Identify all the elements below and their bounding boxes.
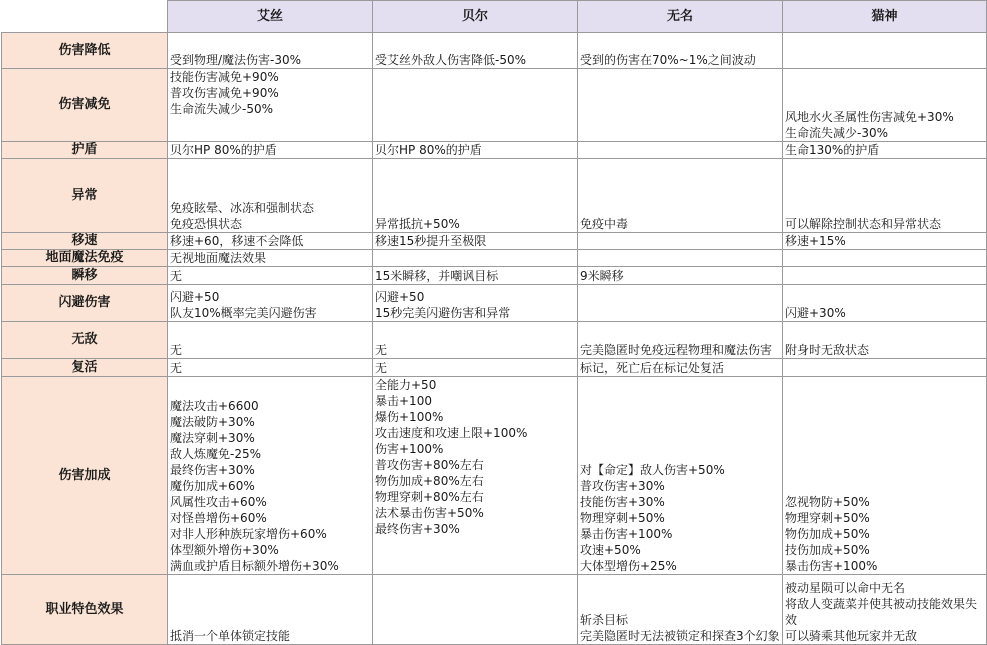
table-cell	[783, 359, 987, 377]
table-cell	[373, 69, 578, 142]
table-row	[2, 33, 987, 69]
table-cell: 完美隐匿时免疫远程物理和魔法伤害	[578, 322, 783, 359]
row-header: 闪避伤害	[2, 285, 168, 322]
table-cell: 受到的伤害在70%~1%之间波动	[578, 33, 783, 69]
table-cell	[578, 250, 783, 267]
table-cell: 无	[373, 322, 578, 359]
table-cell	[578, 233, 783, 250]
row-header: 地面魔法免疫	[2, 250, 168, 267]
table-cell: 免疫中毒	[578, 159, 783, 233]
row-header: 职业特色效果	[2, 575, 168, 645]
table-cell	[578, 69, 783, 142]
table-cell: 闪避+30%	[783, 285, 987, 322]
table-cell: 无	[168, 322, 373, 359]
table-cell	[578, 142, 783, 159]
table-cell: 对【命定】敌人伤害+50% 普攻伤害+30% 技能伤害+30% 物理穿刺+50% 暴击伤害+100% 攻速+50% 大体型增伤+25%	[578, 377, 783, 575]
character-comparison-table	[1, 0, 987, 645]
table-cell: 可以解除控制状态和异常状态	[783, 159, 987, 233]
table-cell: 技能伤害减免+90% 普攻伤害减免+90% 生命流失减少-50%	[168, 69, 373, 142]
table-row	[2, 159, 987, 233]
table-row	[2, 285, 987, 322]
table-cell: 忽视物防+50% 物理穿刺+50% 物伤加成+50% 技伤加成+50% 暴击伤害+100%	[783, 377, 987, 575]
row-header: 无敌	[2, 322, 168, 359]
row-header: 伤害减免	[2, 69, 168, 142]
table-cell: 无	[168, 359, 373, 377]
row-header: 伤害加成	[2, 377, 168, 575]
table-cell: 免疫眩晕、冰冻和强制状态 免疫恐惧状态	[168, 159, 373, 233]
table-cell: 受艾丝外敌人伤害降低-50%	[373, 33, 578, 69]
table-row	[2, 250, 987, 267]
row-header: 异常	[2, 159, 168, 233]
table-row	[2, 69, 987, 142]
table-row	[2, 142, 987, 159]
table-row	[2, 267, 987, 285]
row-header: 伤害降低	[2, 33, 168, 69]
table-cell: 15米瞬移，并嘲讽目标	[373, 267, 578, 285]
table-cell: 移速+15%	[783, 233, 987, 250]
column-header-maoshen: 猫神	[783, 1, 987, 33]
table-cell: 9米瞬移	[578, 267, 783, 285]
table-cell: 全能力+50 暴击+100 爆伤+100% 攻击速度和攻速上限+100% 伤害+100% 普攻伤害+80%左右 物伤加成+80%左右 物理穿刺+80%左右 法术暴击伤害+50% 最终伤害+30%	[373, 377, 578, 575]
row-header: 护盾	[2, 142, 168, 159]
row-header: 瞬移	[2, 267, 168, 285]
table-row	[2, 377, 987, 575]
table-row	[2, 233, 987, 250]
table-cell: 斩杀目标 完美隐匿时无法被锁定和探查3个幻象	[578, 575, 783, 645]
table-cell: 闪避+50 队友10%概率完美闪避伤害	[168, 285, 373, 322]
column-header-beier: 贝尔	[373, 1, 578, 33]
table-cell: 移速+60，移速不会降低	[168, 233, 373, 250]
table-row	[2, 575, 987, 645]
table-cell: 移速15秒提升至极限	[373, 233, 578, 250]
table-cell: 魔法攻击+6600 魔法破防+30% 魔法穿刺+30% 敌人炼魔免-25% 最终伤害+30% 魔伤加成+60% 风属性攻击+60% 对怪兽增伤+60% 对非人形种族玩家增伤+60% 体型额外增伤+30% 满血或护盾目标额外增伤+30%	[168, 377, 373, 575]
table-row	[2, 359, 987, 377]
column-header-wuming: 无名	[578, 1, 783, 33]
table-cell: 标记，死亡后在标记处复活	[578, 359, 783, 377]
column-header-aisi: 艾丝	[168, 1, 373, 33]
table-cell: 无	[168, 267, 373, 285]
table-cell: 风地水火圣属性伤害减免+30% 生命流失减少-30%	[783, 69, 987, 142]
row-header: 移速	[2, 233, 168, 250]
table-cell	[373, 250, 578, 267]
table-cell: 抵消一个单体锁定技能	[168, 575, 373, 645]
table-cell	[783, 267, 987, 285]
table-cell: 附身时无敌状态	[783, 322, 987, 359]
table-cell: 无	[373, 359, 578, 377]
table-row	[2, 322, 987, 359]
table-cell: 被动星陨可以命中无名 将敌人变蔬菜并使其被动技能效果失效 可以骑乘其他玩家并无敌	[783, 575, 987, 645]
table-cell: 贝尔HP 80%的护盾	[168, 142, 373, 159]
table-cell	[783, 250, 987, 267]
table-cell: 无视地面魔法效果	[168, 250, 373, 267]
header-row	[2, 1, 987, 33]
table-cell	[783, 33, 987, 69]
corner-cell	[2, 1, 168, 33]
table-cell: 贝尔HP 80%的护盾	[373, 142, 578, 159]
table-cell: 异常抵抗+50%	[373, 159, 578, 233]
table-cell	[373, 575, 578, 645]
row-header: 复活	[2, 359, 168, 377]
table-cell: 受到物理/魔法伤害-30%	[168, 33, 373, 69]
table-cell: 生命130%的护盾	[783, 142, 987, 159]
table-cell: 闪避+50 15秒完美闪避伤害和异常	[373, 285, 578, 322]
table-cell	[578, 285, 783, 322]
